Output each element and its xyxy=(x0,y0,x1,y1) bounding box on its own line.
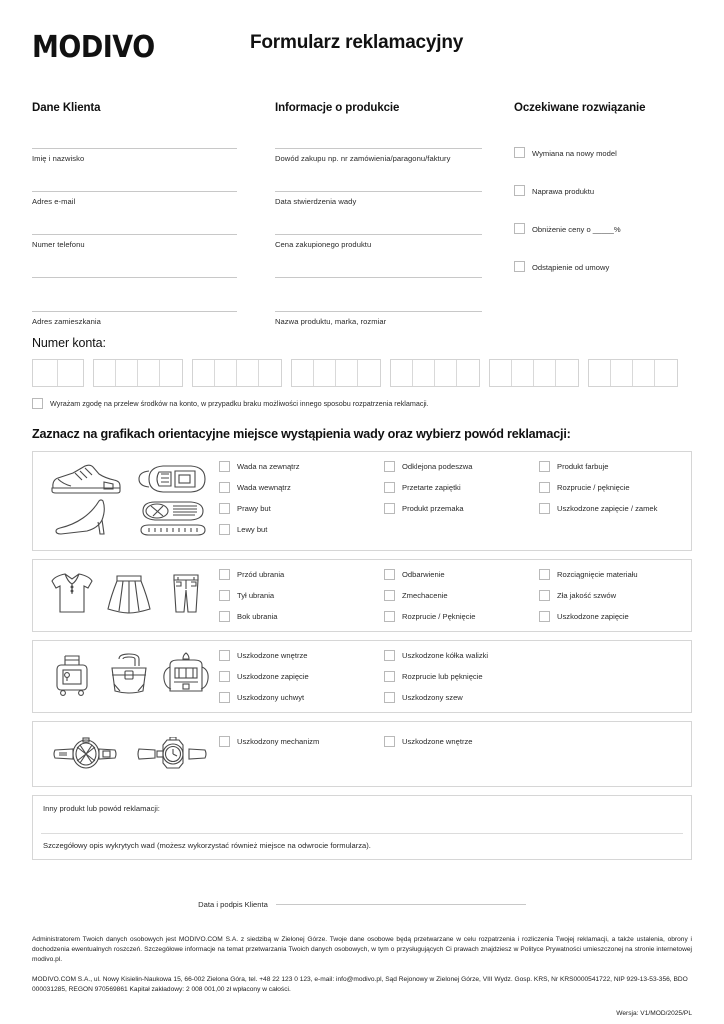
option-label: Uszkodzony uchwyt xyxy=(237,693,305,702)
account-cell[interactable] xyxy=(237,360,259,386)
checkbox-icon[interactable] xyxy=(539,611,550,622)
option-label: Odstąpienie od umowy xyxy=(532,263,610,272)
checkbox-icon[interactable] xyxy=(32,398,43,409)
option-label: Rozciągnięcie materiału xyxy=(557,570,638,579)
option-product-dyes[interactable] xyxy=(539,461,699,472)
account-cell[interactable] xyxy=(556,360,578,386)
option-label: Zła jakość szwów xyxy=(557,591,617,600)
field-label: Adres e-mail xyxy=(32,197,76,206)
version-label: Wersja: V1/MOD/2025/PL xyxy=(616,1010,692,1018)
other-product-field[interactable] xyxy=(33,796,691,833)
option-damaged-mechanism[interactable] xyxy=(219,736,384,747)
account-cell[interactable] xyxy=(116,360,138,386)
account-cell[interactable] xyxy=(490,360,512,386)
checkbox-icon[interactable] xyxy=(539,461,550,472)
sneaker-icon xyxy=(43,461,129,497)
high-heel-icon xyxy=(43,497,129,541)
option-label: Bok ubrania xyxy=(237,612,278,621)
bags-options-col-3 xyxy=(539,650,699,703)
checkbox-icon[interactable] xyxy=(384,650,395,661)
company-details: MODIVO.COM S.A., ul. Nowy Kisielin-Naukowa 15, 66-002 Zielona Góra, tel. +48 22 123 0 123, e-mail: info@modivo.pl, Sąd Rejonowy w Zielonej Górze, VIII Wydz. Gosp. KRS, Nr KRS0000541722, NIP 929-13-53-356, BDO 000031285, REGON 970569861 Kapitał zakładowy: 2 008 001,00 zł wpłacony w całości. xyxy=(32,975,688,993)
panel-clothing xyxy=(32,559,692,632)
option-damaged-fastening-bag[interactable] xyxy=(219,671,384,682)
panel-watches xyxy=(32,721,692,787)
checkbox-icon[interactable] xyxy=(514,261,525,272)
clothing-options-col-2 xyxy=(384,569,539,622)
field-label: Numer telefonu xyxy=(32,240,85,249)
field-label xyxy=(275,278,514,283)
account-cell[interactable] xyxy=(215,360,237,386)
resolution-column xyxy=(514,102,692,326)
account-group[interactable] xyxy=(489,359,579,387)
watch-icon xyxy=(43,736,129,772)
panel-bags xyxy=(32,640,692,713)
resolution-option-price-reduction[interactable] xyxy=(514,224,692,235)
insole-icon xyxy=(129,497,215,541)
product-info-heading: Informacje o produkcie xyxy=(275,102,400,114)
option-label: Uszkodzone wnętrze xyxy=(402,737,473,746)
checkbox-icon[interactable] xyxy=(384,503,395,514)
field-price[interactable] xyxy=(275,234,514,249)
handbag-icon xyxy=(100,650,157,698)
checkbox-icon[interactable] xyxy=(219,503,230,514)
field-defect-date[interactable] xyxy=(275,191,514,206)
checkbox-icon[interactable] xyxy=(384,590,395,601)
footwear-options-col-2 xyxy=(384,461,539,535)
account-cell[interactable] xyxy=(655,360,677,386)
checkbox-icon[interactable] xyxy=(219,650,230,661)
field-proof-of-purchase[interactable] xyxy=(275,148,514,163)
field-product-line-1[interactable] xyxy=(275,277,514,283)
checkbox-icon[interactable] xyxy=(384,482,395,493)
watch-dial-icon xyxy=(129,736,215,772)
option-label: Wada wewnątrz xyxy=(237,483,291,492)
option-outside-defect[interactable] xyxy=(219,461,384,472)
option-rip-or-crack[interactable] xyxy=(384,671,539,682)
signature-line[interactable] xyxy=(276,904,526,905)
checkbox-icon[interactable] xyxy=(539,590,550,601)
jeans-icon xyxy=(157,569,214,617)
account-number-section xyxy=(32,336,692,409)
suitcase-icon xyxy=(43,650,100,698)
account-cell[interactable] xyxy=(138,360,160,386)
option-damaged-seam[interactable] xyxy=(384,692,539,703)
field-label: Dowód zakupu np. nr zamówienia/paragonu/faktury xyxy=(275,154,451,163)
checkbox-icon[interactable] xyxy=(384,461,395,472)
product-info-column xyxy=(275,102,514,326)
field-address[interactable] xyxy=(32,311,275,326)
option-back-garment[interactable] xyxy=(219,590,384,601)
form-header xyxy=(32,24,692,92)
field-email[interactable] xyxy=(32,191,275,206)
option-label: Przód ubrania xyxy=(237,570,285,579)
checkbox-icon[interactable] xyxy=(219,671,230,682)
transfer-consent-row[interactable] xyxy=(32,398,692,409)
option-front-garment[interactable] xyxy=(219,569,384,580)
field-phone[interactable] xyxy=(32,234,275,249)
panel-footwear xyxy=(32,451,692,551)
option-label: Uszkodzone wnętrze xyxy=(237,651,308,660)
checkbox-icon[interactable] xyxy=(539,482,550,493)
field-label: Imię i nazwisko xyxy=(32,154,85,163)
account-cell[interactable] xyxy=(435,360,457,386)
option-damaged-interior[interactable] xyxy=(219,650,384,661)
option-label: Odklejona podeszwa xyxy=(402,462,473,471)
option-side-garment[interactable] xyxy=(219,611,384,622)
clothing-icons xyxy=(43,569,215,617)
account-cell[interactable] xyxy=(611,360,633,386)
account-cell[interactable] xyxy=(94,360,116,386)
account-cell[interactable] xyxy=(512,360,534,386)
watches-options-col-1 xyxy=(219,736,384,747)
account-cell[interactable] xyxy=(534,360,556,386)
account-cell[interactable] xyxy=(160,360,182,386)
account-group[interactable] xyxy=(291,359,381,387)
checkbox-icon[interactable] xyxy=(384,611,395,622)
option-label: Uszkodzony szew xyxy=(402,693,463,702)
shoe-top-icon xyxy=(129,461,215,497)
signature-row xyxy=(32,900,692,909)
option-label: Obniżenie ceny o _____% xyxy=(532,225,621,234)
page-title: Formularz reklamacyjny xyxy=(250,32,464,53)
free-text-box[interactable] xyxy=(32,795,692,860)
field-label: Data stwierdzenia wady xyxy=(275,197,357,206)
field-name[interactable] xyxy=(32,148,275,163)
field-address-line-1[interactable] xyxy=(32,277,275,283)
option-label: Produkt farbuje xyxy=(557,462,609,471)
account-cell[interactable] xyxy=(589,360,611,386)
resolution-option-withdrawal[interactable] xyxy=(514,262,692,273)
checkbox-icon[interactable] xyxy=(219,611,230,622)
backpack-icon xyxy=(157,650,214,698)
resolution-option-exchange[interactable] xyxy=(514,148,692,159)
account-cell[interactable] xyxy=(336,360,358,386)
option-right-shoe[interactable] xyxy=(219,503,384,514)
account-cell[interactable] xyxy=(358,360,380,386)
resolution-heading: Oczekiwane rozwiązanie xyxy=(514,102,646,114)
shirt-icon xyxy=(43,569,100,617)
checkbox-icon[interactable] xyxy=(384,671,395,682)
option-stretched-material[interactable] xyxy=(539,569,699,580)
checkbox-icon[interactable] xyxy=(384,569,395,580)
client-data-column xyxy=(32,102,275,326)
option-label: Rozprucie / pęknięcie xyxy=(557,483,630,492)
option-product-leaks[interactable] xyxy=(384,503,539,514)
transfer-consent-label: Wyrażam zgodę na przelew środków na konto, w przypadku braku możliwości innego sposobu rozpatrzenia reklamacji. xyxy=(50,399,429,408)
option-label: Uszkodzone zapięcie / zamek xyxy=(557,504,658,513)
option-damaged-handle[interactable] xyxy=(219,692,384,703)
bags-icons xyxy=(43,650,215,698)
checkbox-icon[interactable] xyxy=(219,692,230,703)
watches-icons xyxy=(43,736,215,772)
watches-options-col-3 xyxy=(539,736,699,747)
client-data-heading: Dane Klienta xyxy=(32,102,101,114)
checkbox-icon[interactable] xyxy=(219,461,230,472)
account-cell[interactable] xyxy=(292,360,314,386)
other-product-label: Inny produkt lub powód reklamacji: xyxy=(43,804,160,813)
option-label: Uszkodzony mechanizm xyxy=(237,737,320,746)
checkbox-icon[interactable] xyxy=(514,223,525,234)
option-label: Zmechacenie xyxy=(402,591,448,600)
bags-options-col-1 xyxy=(219,650,384,703)
option-rip-crack[interactable] xyxy=(384,611,539,622)
checkbox-icon[interactable] xyxy=(514,147,525,158)
option-poor-seams[interactable] xyxy=(539,590,699,601)
account-cell[interactable] xyxy=(413,360,435,386)
account-cell[interactable] xyxy=(633,360,655,386)
account-group[interactable] xyxy=(93,359,183,387)
option-damaged-fastening-clothing[interactable] xyxy=(539,611,699,622)
option-label: Uszkodzone kółka walizki xyxy=(402,651,489,660)
option-label: Naprawa produktu xyxy=(532,187,595,196)
option-seam-crack[interactable] xyxy=(539,482,699,493)
option-pilling[interactable] xyxy=(384,590,539,601)
option-detached-sole[interactable] xyxy=(384,461,539,472)
option-label: Prawy but xyxy=(237,504,271,513)
field-label xyxy=(32,278,275,283)
account-cell[interactable] xyxy=(457,360,479,386)
privacy-notice: Administratorem Twoich danych osobowych jest MODIVO.COM S.A. z siedzibą w Zielonej Górze. Twoje dane osobowe będą przetwarzane w celu rozpatrzenia i rozliczenia Twojej reklamacji, a także ustalenia, obrony i dochodzenia ewentualnych roszczeń. Szczegółowe informacje na temat przetwarzania Twoich danych osobowych, w tym o przysługujących Ci prawach znajdziesz w Polityce Prywatności umieszczonej na stronie internetowej modivo.pl. xyxy=(32,936,692,964)
option-damaged-wheels[interactable] xyxy=(384,650,539,661)
footwear-options-col-3 xyxy=(539,461,699,535)
bags-options-col-2 xyxy=(384,650,539,703)
account-cell[interactable] xyxy=(314,360,336,386)
option-worn-heel-counter[interactable] xyxy=(384,482,539,493)
footwear-options-col-1 xyxy=(219,461,384,535)
checkbox-icon[interactable] xyxy=(219,590,230,601)
checkbox-icon[interactable] xyxy=(384,736,395,747)
clothing-options xyxy=(215,569,699,622)
description-label: Szczegółowy opis wykrytych wad (możesz wykorzystać również miejsce na odwrocie formularza). xyxy=(43,841,371,850)
form-columns xyxy=(32,102,692,326)
option-label: Przetarte zapiętki xyxy=(402,483,461,492)
skirt-icon xyxy=(100,569,157,617)
description-field[interactable] xyxy=(33,834,691,859)
checkbox-icon[interactable] xyxy=(219,569,230,580)
field-label: Cena zakupionego produktu xyxy=(275,240,372,249)
account-cell[interactable] xyxy=(259,360,281,386)
option-label: Wada na zewnątrz xyxy=(237,462,300,471)
account-group[interactable] xyxy=(390,359,480,387)
account-group[interactable] xyxy=(588,359,678,387)
account-number-heading: Numer konta: xyxy=(32,336,106,350)
checkbox-icon[interactable] xyxy=(219,482,230,493)
signature-label: Data i podpis Klienta xyxy=(198,900,268,909)
account-group[interactable] xyxy=(32,359,84,387)
account-cell[interactable] xyxy=(193,360,215,386)
form-footer xyxy=(32,935,692,1017)
option-left-shoe[interactable] xyxy=(219,524,384,535)
option-damaged-interior-watch[interactable] xyxy=(384,736,539,747)
account-cell[interactable] xyxy=(391,360,413,386)
field-label: Adres zamieszkania xyxy=(32,317,101,326)
option-label: Uszkodzone zapięcie xyxy=(557,612,629,621)
option-damaged-fastening[interactable] xyxy=(539,503,699,514)
clothing-options-col-1 xyxy=(219,569,384,622)
checkbox-icon[interactable] xyxy=(219,524,230,535)
field-product-name[interactable] xyxy=(275,311,514,326)
checkbox-icon[interactable] xyxy=(219,736,230,747)
option-label: Wymiana na nowy model xyxy=(532,149,617,158)
option-label: Tył ubrania xyxy=(237,591,275,600)
option-label: Lewy but xyxy=(237,525,268,534)
clothing-options-col-3 xyxy=(539,569,699,622)
defect-section-title: Zaznacz na grafikach orientacyjne miejsce wystąpienia wady oraz wybierz powód reklamacji: xyxy=(32,427,571,441)
checkbox-icon[interactable] xyxy=(539,569,550,580)
account-number-input[interactable] xyxy=(32,359,692,387)
account-group[interactable] xyxy=(192,359,282,387)
option-label: Rozprucie lub pęknięcie xyxy=(402,672,483,681)
option-inside-defect[interactable] xyxy=(219,482,384,493)
resolution-option-repair[interactable] xyxy=(514,186,692,197)
option-label: Odbarwienie xyxy=(402,570,445,579)
option-label: Produkt przemaka xyxy=(402,504,464,513)
checkbox-icon[interactable] xyxy=(514,185,525,196)
checkbox-icon[interactable] xyxy=(539,503,550,514)
option-discoloration[interactable] xyxy=(384,569,539,580)
account-cell[interactable] xyxy=(58,360,83,386)
account-cell[interactable] xyxy=(33,360,58,386)
checkbox-icon[interactable] xyxy=(384,692,395,703)
watches-options-col-2 xyxy=(384,736,539,747)
footwear-options xyxy=(215,461,699,535)
footwear-icons xyxy=(43,461,215,541)
option-label: Rozprucie / Pęknięcie xyxy=(402,612,476,621)
bags-options xyxy=(215,650,699,703)
option-label: Uszkodzone zapięcie xyxy=(237,672,309,681)
field-label: Nazwa produktu, marka, rozmiar xyxy=(275,317,387,326)
modivo-logo: MODIVO xyxy=(32,30,155,65)
watches-options xyxy=(215,736,699,747)
